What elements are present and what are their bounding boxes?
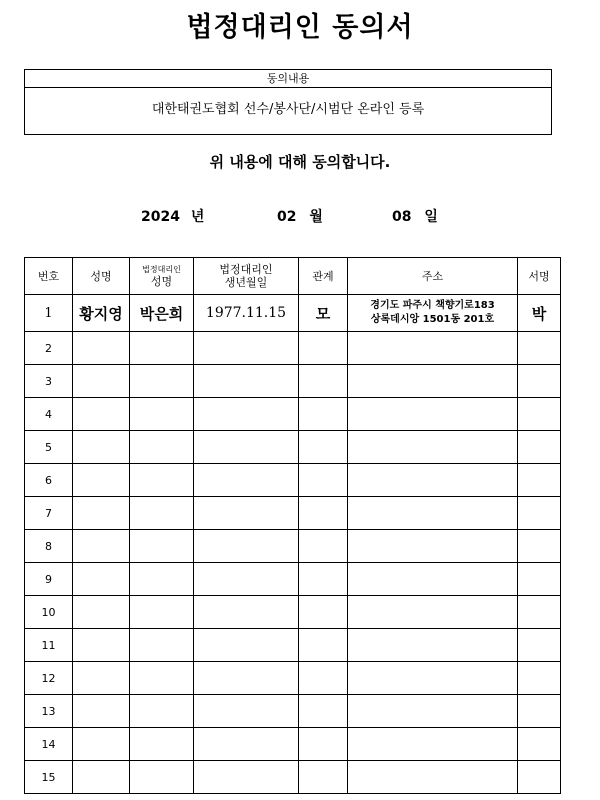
cell-signature bbox=[518, 728, 561, 761]
cell-address-line1: 경기도 파주시 책향기로183 bbox=[370, 300, 495, 311]
cell-address bbox=[348, 295, 518, 332]
cell-address bbox=[348, 761, 518, 794]
cell-relation bbox=[299, 629, 348, 662]
cell-name bbox=[73, 662, 130, 695]
cell-guardian-birth bbox=[194, 398, 299, 431]
cell-address bbox=[348, 332, 518, 365]
cell-signature bbox=[518, 497, 561, 530]
consent-header: 동의내용 bbox=[25, 70, 551, 88]
cell-relation bbox=[299, 497, 348, 530]
cell-guardian-name bbox=[130, 365, 194, 398]
date-year: 2024 bbox=[141, 209, 180, 225]
cell-name bbox=[73, 596, 130, 629]
table-row bbox=[25, 398, 561, 431]
header-guardian-birth-line1: 법정대리인 bbox=[219, 263, 273, 276]
table-row bbox=[25, 332, 561, 365]
cell-address bbox=[348, 398, 518, 431]
cell-guardian-name bbox=[130, 464, 194, 497]
cell-guardian-name bbox=[130, 761, 194, 794]
cell-guardian-birth bbox=[194, 761, 299, 794]
cell-guardian-name bbox=[130, 563, 194, 596]
cell-name bbox=[73, 464, 130, 497]
cell-relation bbox=[299, 431, 348, 464]
cell-guardian-name bbox=[130, 629, 194, 662]
cell-guardian-name bbox=[130, 728, 194, 761]
cell-name bbox=[73, 761, 130, 794]
cell-guardian-birth bbox=[194, 332, 299, 365]
cell-guardian-birth bbox=[194, 629, 299, 662]
consent-box bbox=[24, 69, 552, 135]
cell-signature bbox=[518, 563, 561, 596]
cell-no: 6 bbox=[25, 464, 73, 497]
cell-name bbox=[73, 563, 130, 596]
cell-guardian-birth bbox=[194, 497, 299, 530]
cell-name bbox=[73, 497, 130, 530]
header-guardian-name-line1: 법정대리인 bbox=[142, 265, 181, 274]
cell-guardian-birth bbox=[194, 464, 299, 497]
header-name: 성명 bbox=[73, 258, 130, 295]
cell-guardian-name bbox=[130, 398, 194, 431]
cell-name bbox=[73, 398, 130, 431]
cell-no: 5 bbox=[25, 431, 73, 464]
cell-relation bbox=[299, 662, 348, 695]
cell-name bbox=[73, 332, 130, 365]
cell-address bbox=[348, 629, 518, 662]
date-year-unit: 년 bbox=[190, 209, 205, 225]
cell-relation bbox=[299, 365, 348, 398]
cell-address bbox=[348, 365, 518, 398]
table-row bbox=[25, 629, 561, 662]
cell-no: 15 bbox=[25, 761, 73, 794]
cell-signature bbox=[518, 398, 561, 431]
date-month-unit: 월 bbox=[309, 209, 323, 225]
table-row bbox=[25, 695, 561, 728]
table-row bbox=[25, 365, 561, 398]
cell-address bbox=[348, 497, 518, 530]
cell-address bbox=[348, 530, 518, 563]
cell-relation bbox=[299, 761, 348, 794]
cell-name bbox=[73, 530, 130, 563]
cell-no: 2 bbox=[25, 332, 73, 365]
table-row bbox=[25, 431, 561, 464]
cell-guardian-name bbox=[130, 332, 194, 365]
cell-signature bbox=[518, 464, 561, 497]
cell-no: 12 bbox=[25, 662, 73, 695]
cell-no: 13 bbox=[25, 695, 73, 728]
cell-relation bbox=[299, 563, 348, 596]
cell-signature bbox=[518, 530, 561, 563]
header-address: 주소 bbox=[348, 258, 518, 295]
cell-address bbox=[348, 563, 518, 596]
cell-guardian-birth bbox=[194, 365, 299, 398]
table-row bbox=[25, 761, 561, 794]
cell-guardian-birth bbox=[194, 530, 299, 563]
cell-no: 8 bbox=[25, 530, 73, 563]
cell-no: 9 bbox=[25, 563, 73, 596]
cell-no: 10 bbox=[25, 596, 73, 629]
cell-guardian-birth bbox=[194, 431, 299, 464]
cell-relation bbox=[299, 464, 348, 497]
date-month-group bbox=[277, 206, 323, 226]
table-row bbox=[25, 295, 561, 332]
header-signature: 서명 bbox=[518, 258, 561, 295]
cell-guardian-name bbox=[130, 596, 194, 629]
table-header-row bbox=[25, 258, 561, 295]
cell-relation bbox=[299, 398, 348, 431]
cell-signature bbox=[518, 431, 561, 464]
header-relation: 관계 bbox=[299, 258, 348, 295]
table-row bbox=[25, 563, 561, 596]
cell-guardian-name: 박은희 bbox=[130, 295, 194, 332]
table-row bbox=[25, 530, 561, 563]
cell-signature bbox=[518, 365, 561, 398]
cell-no: 7 bbox=[25, 497, 73, 530]
cell-address-line2: 상록데시앙 1501동 201호 bbox=[370, 314, 495, 325]
cell-guardian-birth bbox=[194, 695, 299, 728]
cell-name bbox=[73, 365, 130, 398]
cell-guardian-birth bbox=[194, 662, 299, 695]
header-guardian-name-line2: 성명 bbox=[150, 275, 173, 288]
cell-relation bbox=[299, 728, 348, 761]
cell-address bbox=[348, 464, 518, 497]
header-guardian-name bbox=[130, 258, 194, 295]
table-row bbox=[25, 728, 561, 761]
header-guardian-birth bbox=[194, 258, 299, 295]
cell-no: 4 bbox=[25, 398, 73, 431]
table-row bbox=[25, 662, 561, 695]
table-row bbox=[25, 464, 561, 497]
header-guardian-birth-line2: 생년월일 bbox=[224, 276, 268, 289]
cell-signature: 박 bbox=[518, 295, 561, 332]
cell-guardian-birth bbox=[194, 728, 299, 761]
cell-address bbox=[348, 431, 518, 464]
cell-no: 14 bbox=[25, 728, 73, 761]
cell-address bbox=[348, 695, 518, 728]
cell-signature bbox=[518, 332, 561, 365]
cell-guardian-name bbox=[130, 695, 194, 728]
cell-guardian-birth: 1977.11.15 bbox=[194, 295, 299, 332]
cell-address bbox=[348, 662, 518, 695]
cell-name bbox=[73, 695, 130, 728]
cell-relation bbox=[299, 530, 348, 563]
cell-no: 11 bbox=[25, 629, 73, 662]
cell-signature bbox=[518, 596, 561, 629]
agreement-statement: 위 내용에 대해 동의합니다. bbox=[209, 153, 391, 171]
cell-guardian-birth bbox=[194, 563, 299, 596]
cell-no: 1 bbox=[25, 295, 73, 332]
date-month: 02 bbox=[277, 209, 297, 225]
guardian-table bbox=[24, 257, 561, 794]
cell-name bbox=[73, 629, 130, 662]
cell-relation bbox=[299, 695, 348, 728]
cell-name bbox=[73, 728, 130, 761]
cell-guardian-birth bbox=[194, 596, 299, 629]
table-row bbox=[25, 497, 561, 530]
cell-signature bbox=[518, 695, 561, 728]
document-title: 법정대리인 동의서 bbox=[186, 12, 414, 43]
cell-relation bbox=[299, 332, 348, 365]
cell-guardian-name bbox=[130, 662, 194, 695]
cell-address bbox=[348, 596, 518, 629]
date-day-group bbox=[392, 206, 438, 226]
cell-name bbox=[73, 431, 130, 464]
cell-signature bbox=[518, 761, 561, 794]
cell-guardian-name bbox=[130, 497, 194, 530]
cell-guardian-name bbox=[130, 431, 194, 464]
cell-signature bbox=[518, 662, 561, 695]
cell-no: 3 bbox=[25, 365, 73, 398]
consent-content: 대한태권도협회 선수/봉사단/시범단 온라인 등록 bbox=[151, 102, 425, 117]
cell-signature bbox=[518, 629, 561, 662]
cell-relation: 모 bbox=[299, 295, 348, 332]
cell-guardian-name bbox=[130, 530, 194, 563]
date-day: 08 bbox=[392, 209, 412, 225]
date-year-group bbox=[141, 206, 204, 226]
cell-address bbox=[348, 728, 518, 761]
header-no: 번호 bbox=[25, 258, 73, 295]
date-day-unit: 일 bbox=[424, 209, 438, 225]
table-row bbox=[25, 596, 561, 629]
cell-name: 황지영 bbox=[73, 295, 130, 332]
cell-relation bbox=[299, 596, 348, 629]
